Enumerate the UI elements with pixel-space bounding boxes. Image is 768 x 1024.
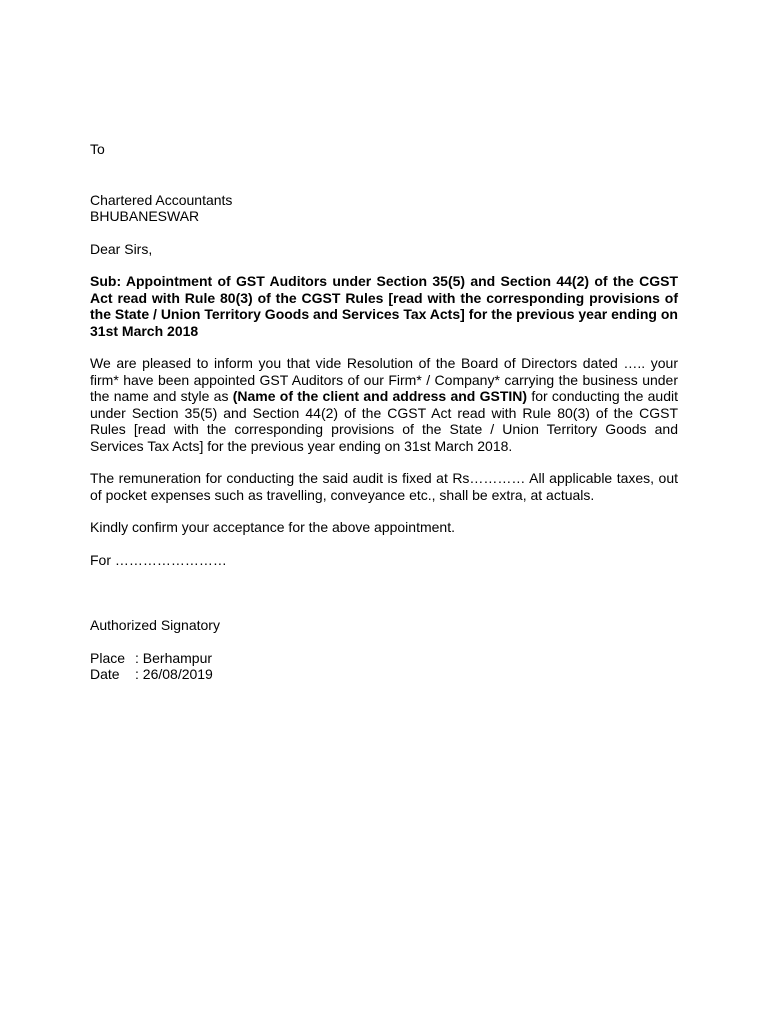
confirmation-paragraph: Kindly confirm your acceptance for the above appointment.: [90, 519, 455, 535]
appointment-text-end: for conducting the audit under Section 35(5) and Section 44(2) of the CGST Act read with Rule 80(3) of the CGST Rules [read with the corresponding provisions of the State / Union Territory Goods and Services Tax Acts] for the previous year ending on 31st March 2018.: [90, 388, 678, 454]
letter-body: [90, 141, 678, 683]
recipient-name: Chartered Accountants: [90, 191, 233, 208]
place-row: [90, 650, 678, 667]
appointment-paragraph: [90, 355, 678, 454]
date-row: [90, 666, 678, 683]
authorized-signatory: Authorized Signatory: [90, 617, 220, 633]
for-line: For ……………………: [90, 551, 227, 568]
remuneration-paragraph: The remuneration for conducting the said audit is fixed at Rs………… All applicable taxes, out of pocket expenses such as travelling, conveyance etc., shall be extra, at actuals.: [90, 470, 678, 503]
recipient-city: BHUBANESWAR: [90, 208, 200, 224]
to-line: To: [90, 141, 105, 157]
salutation: Dear Sirs,: [90, 240, 153, 257]
place-value: : Berhampur: [135, 649, 213, 666]
date-label: Date: [90, 666, 120, 682]
subject-line: Sub: Appointment of GST Auditors under Section 35(5) and Section 44(2) of the CGST Act read with Rule 80(3) of the CGST Rules [read with the corresponding provisions of the State / Union Territory Goods and Services Tax Acts] for the previous year ending on 31st March 2018: [90, 273, 678, 339]
place-label: Place: [90, 649, 126, 666]
appointment-text-start: We are pleased to inform you that vide Resolution of the Board of Directors dated ….. your firm* have been appointed GST Auditors of our Firm* / Company* carrying the business under the name and style as: [90, 355, 678, 404]
client-placeholder: (Name of the client and address and GSTIN): [232, 388, 528, 404]
date-value: : 26/08/2019: [135, 666, 213, 682]
